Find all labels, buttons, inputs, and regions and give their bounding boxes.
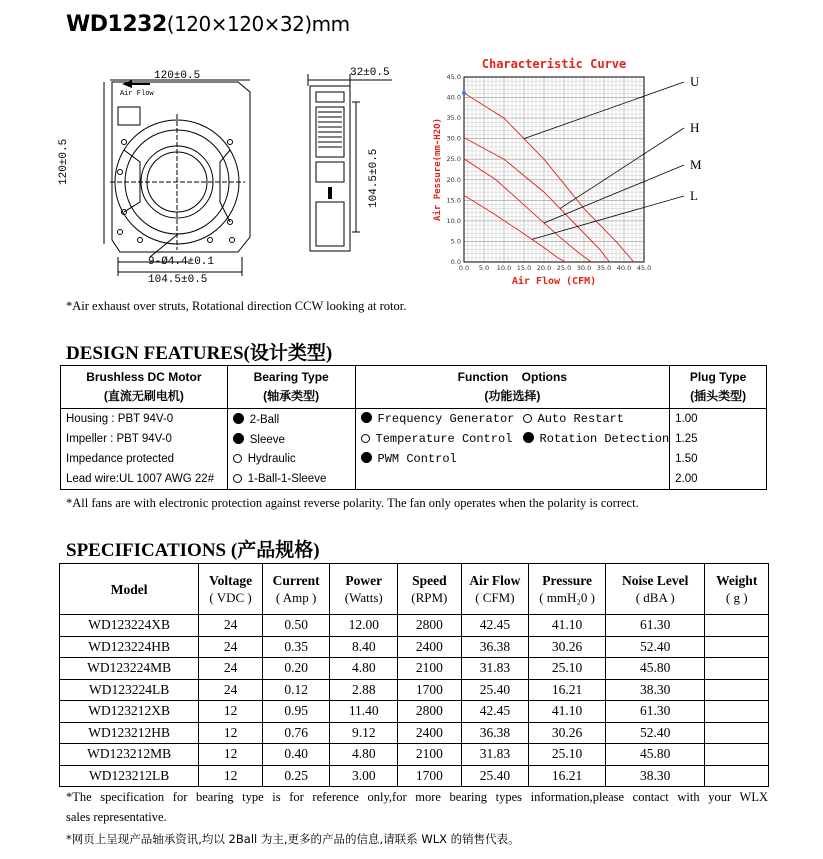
function-option: Frequency Generator Auto Restart: [355, 409, 670, 430]
spec-cell: [705, 722, 769, 744]
model-name: WD1232: [66, 12, 167, 37]
airflow-label: Air Flow: [120, 90, 154, 98]
header-bearing: Bearing Type (轴承类型): [227, 366, 355, 409]
spec-cell: [705, 658, 769, 680]
filled-dot-icon: [361, 452, 372, 463]
spec-cell: 38.30: [606, 765, 705, 787]
spec-cell: [705, 679, 769, 701]
dim-width: 120±0.5: [154, 70, 201, 82]
y-tick-label: 10.0: [446, 216, 461, 225]
series-label: H: [690, 120, 700, 135]
function-option: [355, 469, 670, 490]
header-function: Function Options (功能选择): [355, 366, 670, 409]
spec-cell: 24: [199, 679, 263, 701]
spec-cell: 0.20: [262, 658, 330, 680]
spec-cell: 0.40: [262, 744, 330, 766]
table-row: [60, 615, 769, 637]
start-point: [462, 91, 466, 95]
spec-header-name: Pressure: [542, 573, 592, 588]
table-row: [60, 765, 769, 787]
spec-cell: 1700: [398, 679, 462, 701]
spec-header-unit: (RPM): [411, 590, 448, 605]
y-tick-label: 5.0: [450, 237, 461, 246]
plug-option: 1.25: [670, 429, 767, 449]
spec-cell: 52.40: [606, 722, 705, 744]
filled-dot-icon: [233, 433, 244, 444]
dim-holes: 9-Ø4.4±0.1: [148, 256, 215, 268]
spec-cell: WD123224MB: [60, 658, 199, 680]
spec-header-unit: ( g ): [725, 590, 748, 605]
y-tick-label: 30.0: [446, 134, 461, 143]
characteristic-curve-chart: [428, 52, 718, 292]
dim-depth: 32±0.5: [350, 67, 390, 79]
spec-cell: 12: [199, 701, 263, 723]
spec-cell: 45.80: [606, 744, 705, 766]
spec-header: [705, 564, 769, 615]
spec-header: [60, 564, 199, 615]
y-tick-label: 45.0: [446, 73, 461, 81]
spec-cell: 41.10: [529, 701, 606, 723]
note-bearing-1: *The specification for bearing type is for reference only,for more bearing types information,please contact with your WLX: [66, 790, 768, 804]
dim-height: 120±0.5: [58, 138, 70, 185]
page-title: [66, 12, 350, 37]
spec-cell: 25.40: [461, 679, 529, 701]
spec-cell: 2100: [398, 744, 462, 766]
spec-header: [461, 564, 529, 615]
spec-header-name: Voltage: [209, 573, 253, 588]
design-features-table: [60, 365, 767, 490]
spec-header-name: Power: [345, 573, 383, 588]
x-tick-label: 20.0: [536, 264, 552, 272]
filled-dot-icon: [233, 413, 244, 424]
empty-dot-icon: [233, 474, 242, 483]
curve-h: [464, 138, 610, 262]
spec-header: [262, 564, 330, 615]
x-tick-label: 45.0: [636, 264, 652, 272]
spec-cell: 0.50: [262, 615, 330, 637]
y-axis-label: Air Pessure(mm-H2O): [433, 118, 443, 221]
spec-cell: 12: [199, 722, 263, 744]
spec-cell: [705, 636, 769, 658]
spec-header-name: Air Flow: [469, 573, 521, 588]
series-label: U: [690, 74, 700, 89]
spec-cell: WD123224HB: [60, 636, 199, 658]
spec-cell: 61.30: [606, 615, 705, 637]
table-row: [60, 722, 769, 744]
dim-hole-span-v: 104.5±0.5: [368, 148, 380, 208]
spec-header: [529, 564, 606, 615]
motor-spec: Housing : PBT 94V-0: [61, 409, 228, 430]
spec-cell: WD123224LB: [60, 679, 199, 701]
spec-cell: 25.10: [529, 658, 606, 680]
bearing-option: 2-Ball: [227, 409, 355, 430]
spec-cell: 1700: [398, 765, 462, 787]
spec-header: [199, 564, 263, 615]
x-tick-label: 25.0: [556, 264, 572, 272]
y-tick-label: 0.0: [450, 258, 461, 266]
spec-cell: 41.10: [529, 615, 606, 637]
motor-spec: Lead wire:UL 1007 AWG 22#: [61, 469, 228, 490]
spec-cell: 25.10: [529, 744, 606, 766]
spec-cell: 0.35: [262, 636, 330, 658]
plot-frame: [464, 77, 644, 262]
note-bearing-2: sales representative.: [66, 810, 167, 824]
spec-cell: 24: [199, 636, 263, 658]
series-label: M: [690, 157, 702, 172]
model-size: (120×120×32)mm: [166, 12, 350, 36]
spec-cell: 30.26: [529, 722, 606, 744]
bearing-option: Hydraulic: [227, 449, 355, 469]
table-row: [60, 679, 769, 701]
spec-header-unit: ( dBA ): [635, 590, 675, 605]
spec-cell: 9.12: [330, 722, 398, 744]
spec-cell: 31.83: [461, 658, 529, 680]
motor-spec: Impedance protected: [61, 449, 228, 469]
spec-cell: 36.38: [461, 722, 529, 744]
header-plug: Plug Type (插头类型): [670, 366, 767, 409]
y-tick-label: 35.0: [446, 114, 461, 123]
filled-dot-icon: [523, 432, 534, 443]
y-tick-label: 25.0: [446, 155, 461, 164]
bearing-option: Sleeve: [227, 429, 355, 449]
motor-spec: Impeller : PBT 94V-0: [61, 429, 228, 449]
spec-header-unit: (Watts): [344, 590, 383, 605]
empty-dot-icon: [233, 454, 242, 463]
spec-header-name: Noise Level: [622, 573, 689, 588]
x-tick-label: 10.0: [496, 264, 512, 272]
plug-option: 1.50: [670, 449, 767, 469]
y-tick-label: 40.0: [446, 93, 461, 102]
bearing-option: 1-Ball-1-Sleeve: [227, 469, 355, 490]
y-tick-label: 20.0: [446, 175, 461, 184]
spec-cell: 31.83: [461, 744, 529, 766]
spec-cell: WD123224XB: [60, 615, 199, 637]
spec-cell: [705, 701, 769, 723]
spec-cell: 24: [199, 615, 263, 637]
spec-cell: 4.80: [330, 744, 398, 766]
spec-header-name: Model: [110, 581, 148, 597]
design-heading: DESIGN FEATURES(设计类型): [66, 343, 333, 364]
spec-cell: WD123212XB: [60, 701, 199, 723]
function-option: Temperature Control Rotation Detection: [355, 429, 670, 449]
note-protection: *All fans are with electronic protection against reverse polarity. The fan only operates when the polarity is correct.: [66, 496, 639, 510]
spec-cell: 0.25: [262, 765, 330, 787]
empty-dot-icon: [361, 434, 370, 443]
spec-cell: 12: [199, 765, 263, 787]
spec-cell: 30.26: [529, 636, 606, 658]
spec-cell: 24: [199, 658, 263, 680]
spec-cell: 2800: [398, 615, 462, 637]
spec-cell: 61.30: [606, 701, 705, 723]
spec-cell: 0.95: [262, 701, 330, 723]
spec-header-unit: ( VDC ): [209, 590, 252, 605]
function-option: PWM Control: [355, 449, 670, 469]
spec-cell: WD123212MB: [60, 744, 199, 766]
spec-cell: 2400: [398, 636, 462, 658]
filled-dot-icon: [361, 412, 372, 423]
spec-cell: WD123212HB: [60, 722, 199, 744]
x-tick-label: 35.0: [596, 264, 612, 272]
spec-header: [398, 564, 462, 615]
spec-header-name: Current: [272, 573, 320, 588]
spec-cell: 8.40: [330, 636, 398, 658]
spec-cell: 2.88: [330, 679, 398, 701]
empty-dot-icon: [523, 414, 532, 423]
plug-option: 1.00: [670, 409, 767, 430]
spec-cell: 52.40: [606, 636, 705, 658]
spec-cell: [705, 765, 769, 787]
spec-cell: [705, 744, 769, 766]
leader-line: [560, 128, 684, 209]
spec-cell: 16.21: [529, 679, 606, 701]
spec-header: [606, 564, 705, 615]
side-view-drawing: [300, 62, 400, 262]
table-row: [60, 744, 769, 766]
spec-cell: 16.21: [529, 765, 606, 787]
spec-cell: 2100: [398, 658, 462, 680]
spec-header-unit: ( mmH₂0 ): [539, 590, 595, 605]
header-motor: Brushless DC Motor (直流无刷电机): [61, 366, 228, 409]
table-row: [60, 701, 769, 723]
table-row: [60, 658, 769, 680]
spec-cell: WD123212LB: [60, 765, 199, 787]
x-tick-label: 15.0: [516, 264, 532, 272]
spec-cell: 42.45: [461, 615, 529, 637]
note-chinese: *网页上呈现产品轴承资讯,均以 2Ball 为主,更多的产品的信息,请联系 WLX 的销售代表。: [66, 832, 520, 846]
x-tick-label: 40.0: [616, 264, 632, 272]
chart-title: Characteristic Curve: [481, 57, 627, 71]
spec-header-name: Speed: [412, 573, 447, 588]
spec-cell: 12.00: [330, 615, 398, 637]
spec-header: [330, 564, 398, 615]
specifications-table: [59, 563, 769, 787]
spec-heading: SPECIFICATIONS (产品规格): [66, 540, 320, 561]
spec-cell: 42.45: [461, 701, 529, 723]
curve-m: [464, 159, 591, 262]
note-exhaust: *Air exhaust over struts, Rotational direction CCW looking at rotor.: [66, 299, 407, 313]
table-row: [60, 636, 769, 658]
spec-header-name: Weight: [716, 573, 758, 588]
spec-cell: 2400: [398, 722, 462, 744]
y-tick-label: 15.0: [446, 196, 461, 205]
spec-cell: 0.76: [262, 722, 330, 744]
spec-header-unit: ( Amp ): [275, 590, 317, 605]
spec-cell: 11.40: [330, 701, 398, 723]
spec-cell: 45.80: [606, 658, 705, 680]
spec-cell: [705, 615, 769, 637]
spec-cell: 12: [199, 744, 263, 766]
spec-cell: 38.30: [606, 679, 705, 701]
spec-cell: 2800: [398, 701, 462, 723]
x-tick-label: 5.0: [478, 264, 490, 272]
series-label: L: [690, 188, 698, 203]
x-axis-label: Air Flow (CFM): [511, 276, 597, 287]
x-tick-label: 30.0: [576, 264, 592, 272]
plug-option: 2.00: [670, 469, 767, 490]
dim-hole-span: 104.5±0.5: [148, 274, 208, 286]
spec-cell: 3.00: [330, 765, 398, 787]
spec-cell: 25.40: [461, 765, 529, 787]
spec-cell: 0.12: [262, 679, 330, 701]
spec-header-unit: ( CFM): [475, 590, 515, 605]
x-tick-label: 0.0: [458, 264, 470, 272]
spec-cell: 36.38: [461, 636, 529, 658]
spec-cell: 4.80: [330, 658, 398, 680]
